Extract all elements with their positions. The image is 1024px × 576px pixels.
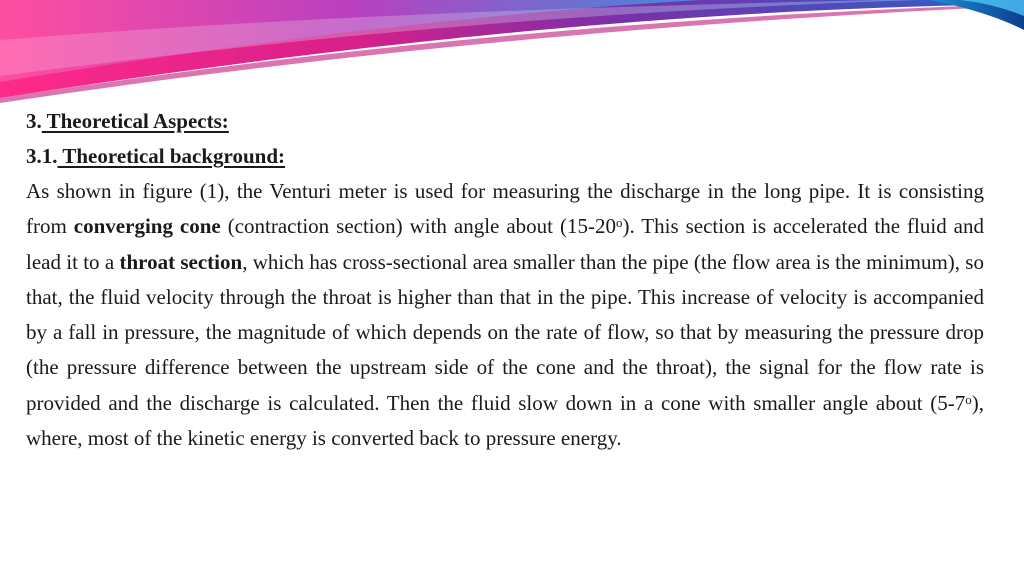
slide-content xyxy=(26,104,984,477)
bold-term-converging-cone: converging cone xyxy=(73,214,221,239)
degree-superscript: o xyxy=(615,215,623,231)
section-title: Theoretical Aspects: xyxy=(41,109,229,133)
text-run: , which has cross-sectional area smaller than the pipe (the flow area is the minimum), so that, the fluid velocity through the throat is higher than that in the pipe. This increase of velocity is accompanied by a fall in pressure, the magnitude of which depends on the rate of flow, so that by measuring the pressure drop (the pressure difference between the upstream side of the cone and the throat), the signal for the flow rate is provided and the discharge is calculated. Then the fluid slow down in a cone with smaller angle about (5-7 xyxy=(26,249,984,415)
text-run: (contraction section) with angle about (15-20 xyxy=(220,214,616,239)
subsection-heading xyxy=(26,139,984,174)
text-run: ), where, most of the kinetic energy is converted back to pressure energy. xyxy=(26,390,984,451)
bold-term-throat-section: throat section xyxy=(119,249,243,274)
decorative-banner xyxy=(0,0,1024,110)
section-number: 3. xyxy=(26,109,42,133)
subsection-number: 3.1. xyxy=(26,144,58,168)
text-run: ). This section is accelerated the fluid and lead it to a xyxy=(26,214,984,274)
subsection-title: Theoretical background: xyxy=(57,144,286,168)
section-heading xyxy=(26,104,984,139)
degree-superscript: o xyxy=(965,391,972,407)
text-run: As shown in figure (1), the Venturi meter is used for measuring the discharge in the long pipe. It is consisting from xyxy=(26,179,984,239)
body-paragraph xyxy=(26,174,984,456)
